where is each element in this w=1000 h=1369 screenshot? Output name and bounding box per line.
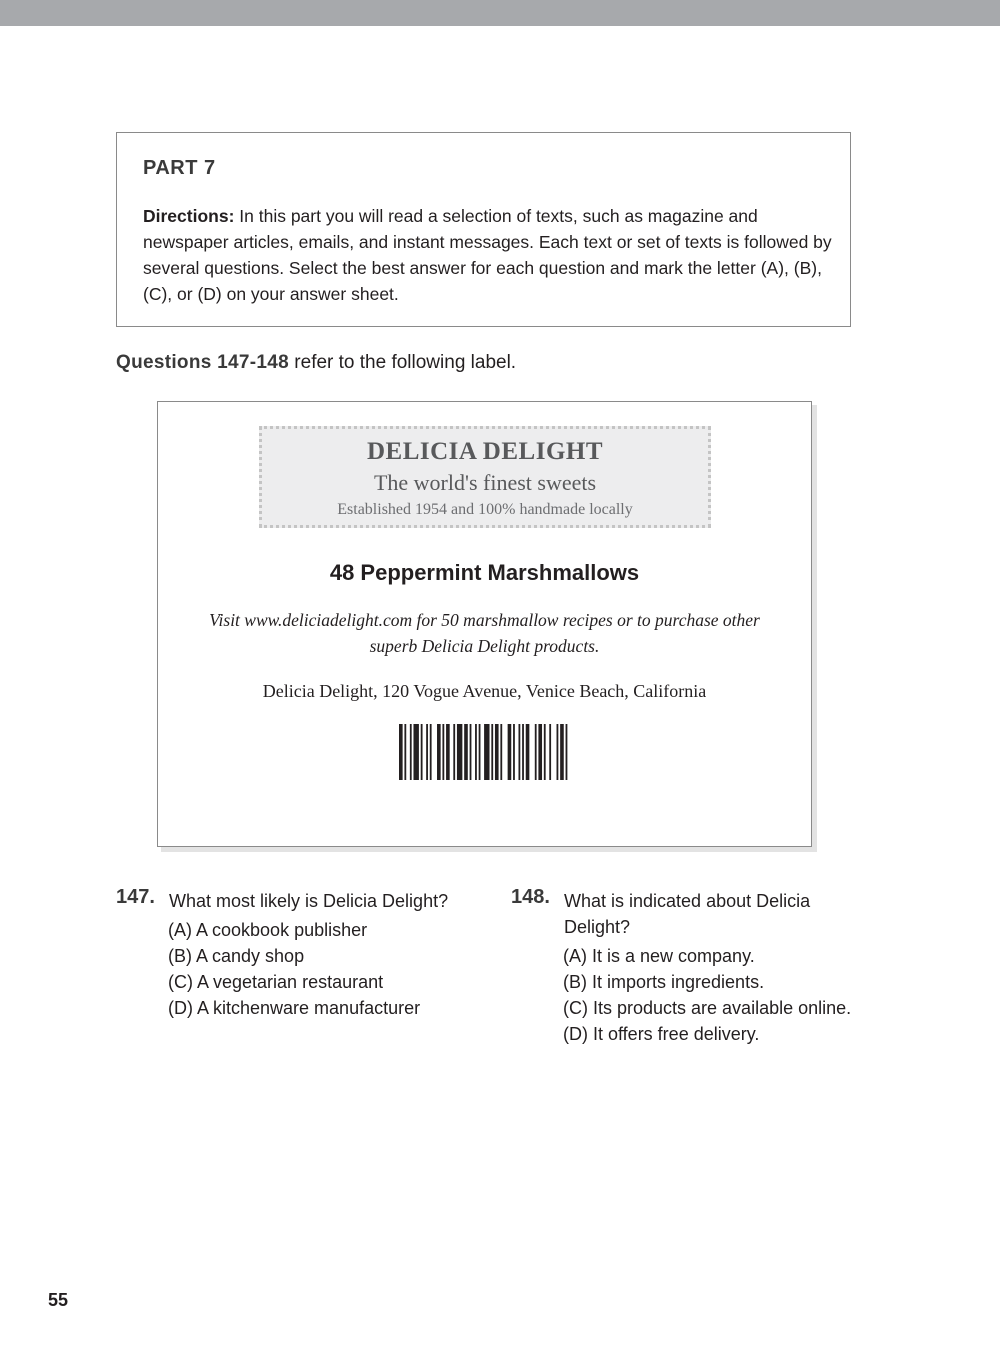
brand-banner (259, 426, 711, 528)
answer-option: (D) It offers free delivery. (563, 1024, 760, 1044)
answer-option: (B) A candy shop (168, 946, 305, 966)
question-147 (116, 886, 476, 1026)
question-stem: What most likely is Delicia Delight? (169, 891, 449, 911)
answer-options (563, 943, 851, 1047)
page-number: 55 (48, 1290, 69, 1310)
product-label (157, 401, 812, 847)
answer-option: (A) A cookbook publisher (168, 920, 368, 940)
part-title: PART 7 (143, 157, 216, 179)
product-name: 48 Peppermint Marshmallows (329, 560, 640, 585)
answer-option: (B) It imports ingredients. (563, 972, 765, 992)
directions-text (143, 203, 833, 307)
directions-body: In this part you will read a selection of texts, such as magazine and newspaper articles, emails, and instant messages. Each text or set of texts is followed by several questions. Select the best answer for each question and mark the letter (A), (B), (C), or (D) on your answer sheet. (143, 206, 832, 304)
directions-label: Directions: (143, 206, 235, 226)
answer-option: (C) A vegetarian restaurant (168, 972, 384, 992)
questions-intro (116, 352, 516, 374)
barcode-icon (399, 724, 571, 780)
answer-option: (D) A kitchenware manufacturer (168, 998, 421, 1018)
directions-box (116, 132, 851, 327)
top-band (0, 0, 1000, 26)
question-stem: What is indicated about Delicia Delight? (564, 891, 811, 937)
question-number: 147. (116, 886, 155, 908)
question-number: 148. (511, 886, 550, 908)
visit-text: Visit www.deliciadelight.com for 50 marshmallow recipes or to purchase other superb Delicia Delight products. (209, 610, 760, 656)
answer-options (168, 917, 420, 1021)
brand-name: DELICIA DELIGHT (366, 438, 604, 465)
questions-intro-text: refer to the following label. (289, 352, 517, 373)
brand-tagline: The world's finest sweets (373, 470, 597, 495)
answer-option: (A) It is a new company. (563, 946, 755, 966)
questions-range: Questions 147-148 (116, 352, 290, 373)
brand-established: Established 1954 and 100% handmade locally (337, 501, 633, 518)
address: Delicia Delight, 120 Vogue Avenue, Venice Beach, California (262, 681, 707, 701)
answer-option: (C) Its products are available online. (563, 998, 852, 1018)
question-148 (511, 886, 871, 1056)
